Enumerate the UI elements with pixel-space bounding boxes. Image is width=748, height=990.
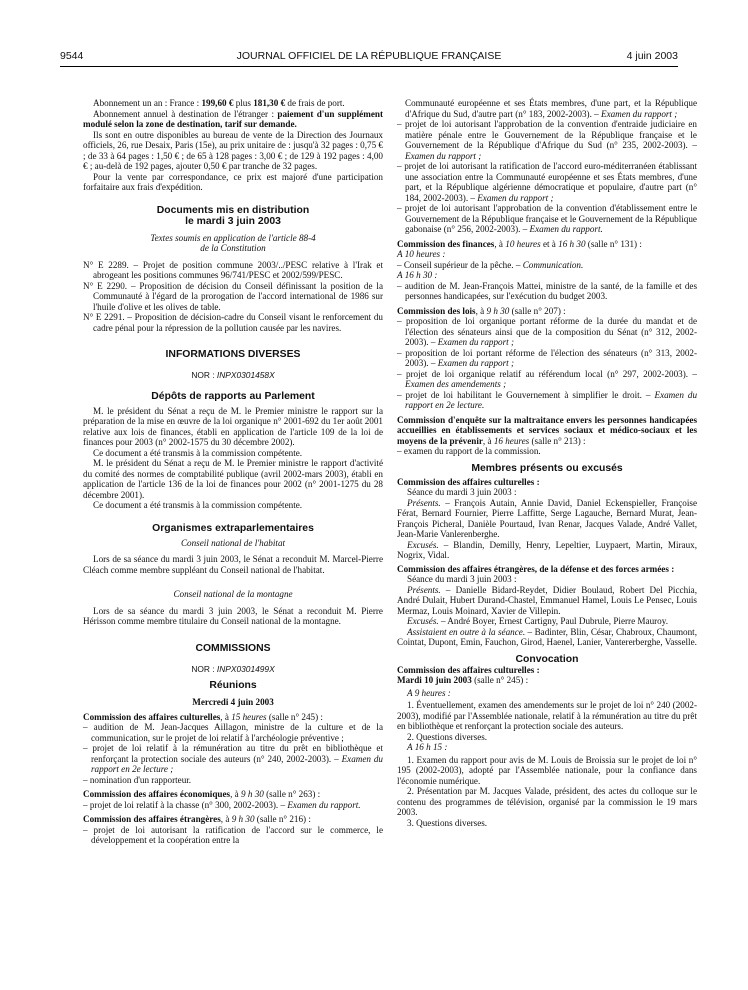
nor-reference-2: NOR : INPX0301499X [191, 663, 275, 674]
item-projet-remuneration: – projet de loi relatif à la rémunération au titre du prêt en bibliothèque et renforçant la protection sociale des auteurs (n° 240, 2002-2003). – Examen du rapport en 2e lecture ; [83, 743, 383, 774]
membres-culturelles-presents: Présents. – François Autain, Annie David, Daniel Eckenspieller, Françoise Férat, Bernard Fournier, Pierre Laffitte, Serge Lagauche, Bernard Murat, Jean-François Picheral, Danièle Pourtaud, Ivan Renar, Jacques Valade, André Vallet, Jean-Marie Vanlerenberghe. [397, 497, 697, 539]
finances-time-2: A 16 h 30 : [397, 270, 438, 280]
convocation-time-2: A 16 h 15 : [407, 742, 448, 752]
item-convention-entraide: – projet de loi autorisant l'approbation de la convention d'entraide judiciaire en matière pénale entre le Gouvernement de la République française et le Gouvernement de la République d'Afrique du Sud (n° 235, 2002-2003). – Examen du rapport ; [397, 119, 697, 161]
convocation-title: Convocation [515, 653, 579, 665]
convocation-item-4: 2. Présentation par M. Jacques Valade, président, des actes du colloque sur le contenu des programmes de télévision, organisé par la commission le 19 mars 2003. [397, 786, 697, 817]
item-accord-afrique-sud-cont: Communauté européenne et ses États membres, d'une part, et la République d'Afrique du Sud, d'autre part (n° 183, 2002-2003). – Examen du rapport ; [405, 98, 697, 119]
item-chasse: – projet de loi relatif à la chasse (n° 300, 2002-2003). – Examen du rapport. [83, 799, 361, 810]
commission-lois: Commission des lois, à 9 h 30 (salle n° 207) : [397, 305, 566, 316]
item-convention-gabon: – projet de loi autorisant l'approbation de la convention d'établissement entre le Gouvernement de la République française et le Gouvernement de la République gabonaise (n° 256, 2002-2003). – Examen du rapport. [397, 203, 697, 234]
commission-finances: Commission des finances, à 10 heures et à 16 h 30 (salle n° 131) : [397, 238, 642, 249]
item-examen-rapport: – examen du rapport de la commission. [397, 446, 541, 456]
membres-etrangeres-assistaient: Assistaient en outre à la séance. – Badinter, Blin, César, Chabroux, Chaumont, Cointat, Dupont, Emin, Fauchon, Girod, Haenel, Lanier, Vantererberghe, Vasselle. [397, 626, 697, 647]
depot-transmitted-1: Ce document a été transmis à la commission compétente. [93, 447, 303, 458]
finances-time-1: A 10 heures : [397, 249, 446, 259]
journal-title: JOURNAL OFFICIEL DE LA RÉPUBLIQUE FRANÇAISE [236, 50, 502, 62]
item-simplifier-droit: – projet de loi habilitant le Gouvernement à simplifier le droit. – Examen du rapport en 2e lecture. [397, 389, 698, 410]
membres-culturelles-title: Commission des affaires culturelles : [397, 476, 540, 487]
nor-reference-1: NOR : INPX0301458X [191, 370, 275, 380]
sales-office: Ils sont en outre disponibles au bureau de vente de la Direction des Journaux officiels, 26, rue Desaix, Paris (15e), au prix unitaire de : jusqu'à 32 pages : 0,75 € ; de 33 à 64 pages : 1,50 € ; de 65 à 128 pages : 3,00 € ; de 129 à 192 pages : 4,00 € ; au-delà de 192 pages, ajouter 0,50 € par tranche de 32 pages. [83, 129, 383, 171]
commissions-title: COMMISSIONS [195, 642, 271, 654]
item-audition-aillagon: – audition de M. Jean-Jacques Aillagon, ministre de la culture et de la communication, sur le projet de loi relatif à l'archéologie préventive ; [83, 722, 383, 743]
item-nomination: – nomination d'un rapporteur. [83, 774, 192, 785]
membres-etrangeres-excuses: Excusés. – André Boyer, Ernest Cartigny, Paul Dubrule, Pierre Mauroy. [407, 616, 668, 626]
convocation-item-1: 1. Éventuellement, examen des amendements sur le projet de loi n° 240 (2002-2003), modifié par l'Assemblée nationale, relatif à la rémunération au titre du prêt en bibliothèque et renforçant la protection sociale des auteurs. [397, 700, 697, 731]
organismes-title: Organismes extraparlementaires [152, 522, 314, 534]
right-column [397, 98, 697, 828]
membres-etrangeres-presents: Présents. – Danielle Bidard-Reydet, Didier Boulaud, Robert Del Picchia, André Dulait, Hubert Durand-Chastel, Emmanuel Hamel, Louis Le Pensec, Louis Mermaz, Louis Moinard, Xavier de Villepin. [397, 584, 697, 616]
convocation-item-2: 2. Questions diverses. [407, 731, 488, 742]
document-e2289: N° E 2289. – Projet de position commune 2003/../PESC relative à l'Irak et abrogeant les positions communes 96/741/PESC et 2002/599/PESC. [83, 259, 383, 280]
issue-date: 4 juin 2003 [626, 50, 678, 62]
membres-etrangeres-title: Commission des affaires étrangères, de la défense et des forces armées : [397, 563, 675, 574]
item-accord-algerie: – projet de loi autorisant la ratification de l'accord euro-méditerranéen établissant une association entre la Communauté européenne et ses États membres, d'une part, et la République algérienne démocratique et populaire, d'autre part (n° 184, 2002-2003). – Examen du rapport ; [397, 161, 697, 203]
membres-culturelles-seance: Séance du mardi 3 juin 2003 : [407, 487, 517, 497]
membres-culturelles-excuses: Excusés. – Blandin, Demilly, Henry, Lepeltier, Luypaert, Martin, Miraux, Nogrix, Vidal. [397, 539, 697, 560]
commission-enquete: Commission d'enquête sur la maltraitance envers les personnes handicapées accueillies en établissements et services sociaux et médico-sociaux et les moyens de la prévenir, à 16 heures (salle n° 213) : [397, 414, 697, 446]
item-audition-mattei: – audition de M. Jean-François Mattei, ministre de la santé, de la famille et des personnes handicapées, sur l'exécution du budget 2003. [397, 280, 697, 301]
header-rule [60, 66, 678, 67]
page-number: 9544 [60, 50, 84, 62]
convocation-item-3: 1. Examen du rapport pour avis de M. Louis de Broissia sur le projet de loi n° 195 (2002-2003), adopté par l'Assemblée nationale, pour la confiance dans l'économie numérique. [397, 754, 697, 786]
documents-date: le mardi 3 juin 2003 [185, 215, 281, 227]
membres-title: Membres présents ou excusés [471, 462, 623, 474]
item-loi-organique-senateurs: – proposition de loi organique portant réforme de la durée du mandat et de l'élection des sénateurs ainsi que de la composition du Sénat (n° 312, 2002-2003). – Examen du rapport ; [397, 316, 697, 347]
item-conseil-peche: – Conseil supérieur de la pêche. – Communication. [397, 259, 584, 270]
habitat-text: Lors de sa séance du mardi 3 juin 2003, le Sénat a reconduit M. Marcel-Pierre Cléach comme membre suppléant du Conseil national de l'habitat. [83, 554, 383, 575]
textes-subtitle: Textes soumis en application de l'article 88-4 [150, 232, 316, 243]
depot-report-2: M. le président du Sénat a reçu de M. le Premier ministre le rapport d'activité du comité des normes de comptabilité publique (avril 2002-mars 2003), établi en application de l'article 136 de la loi de finances pour 2002 (n° 2001-1275 du 28 décembre 2001). [83, 458, 383, 500]
item-referendum-local: – projet de loi organique relatif au référendum local (n° 297, 2002-2003). – Examen des amendements ; [397, 368, 697, 389]
convocation-item-5: 3. Questions diverses. [407, 817, 488, 828]
commission-culturelles: Commission des affaires culturelles, à 15 heures (salle n° 245) : [83, 711, 323, 722]
left-column [83, 98, 383, 846]
mercredi-date: Mercredi 4 juin 2003 [192, 697, 274, 707]
depot-transmitted-2: Ce document a été transmis à la commission compétente. [93, 500, 303, 510]
subscription-foreign: Abonnement annuel à destination de l'étranger : paiement d'un supplément modulé selon la zone de destination, tarif sur demande. [83, 108, 383, 129]
textes-subtitle-2: de la Constitution [200, 243, 266, 253]
informations-title: INFORMATIONS DIVERSES [165, 349, 301, 360]
commission-economiques: Commission des affaires économiques, à 9 h 30 (salle n° 263) : [83, 789, 321, 799]
convocation-time-1: A 9 heures : [407, 687, 451, 698]
document-e2291: N° E 2291. – Proposition de décision-cadre du Conseil visant le renforcement du cadre pénal pour la répression de la pollution causée par les navires. [83, 312, 383, 333]
montagne-subtitle: Conseil national de la montagne [173, 589, 293, 599]
convocation-date: Mardi 10 juin 2003 (salle n° 245) : [397, 675, 529, 685]
document-e2290: N° E 2290. – Proposition de décision du Conseil définissant la position de la Communauté à l'égard de la prorogation de l'accord international de 1986 sur l'huile d'olive et les olives de table. [83, 280, 383, 312]
depot-report-1: M. le président du Sénat a reçu de M. le Premier ministre le rapport sur la préparation de la mise en œuvre de la loi organique n° 2001-692 du 1er août 2001 relative aux lois de finances, établi en application de l'article 109 de la loi de finances pour 2003 (n° 2002-1575 du 30 décembre 2002). [83, 405, 383, 447]
membres-etrangeres-seance: Séance du mardi 3 juin 2003 : [407, 574, 517, 584]
item-election-senateurs: – proposition de loi portant réforme de l'élection des sénateurs (n° 313, 2002-2003). – Examen du rapport ; [397, 347, 697, 368]
habitat-subtitle: Conseil national de l'habitat [180, 537, 286, 548]
documents-title: Documents mis en distribution [156, 204, 310, 216]
mail-order: Pour la vente par correspondance, ce prix est majoré d'une participation forfaitaire aux frais d'expédition. [83, 171, 383, 192]
reunions-title: Réunions [209, 680, 257, 691]
montagne-text: Lors de sa séance du mardi 3 juin 2003, le Sénat a reconduit M. Pierre Hérisson comme membre titulaire du Conseil national de la montagne. [83, 605, 383, 626]
convocation-commission: Commission des affaires culturelles : [397, 664, 540, 675]
depots-title: Dépôts de rapports au Parlement [151, 390, 315, 402]
item-accord-afrique-sud: – projet de loi autorisant la ratification de l'accord sur le commerce, le développement et la coopération entre la [83, 824, 383, 845]
subscription-price: Abonnement un an : France : 199,60 € plus 181,30 € de frais de port. [93, 98, 345, 108]
commission-etrangeres: Commission des affaires étrangères, à 9 h 30 (salle n° 216) : [83, 814, 311, 824]
